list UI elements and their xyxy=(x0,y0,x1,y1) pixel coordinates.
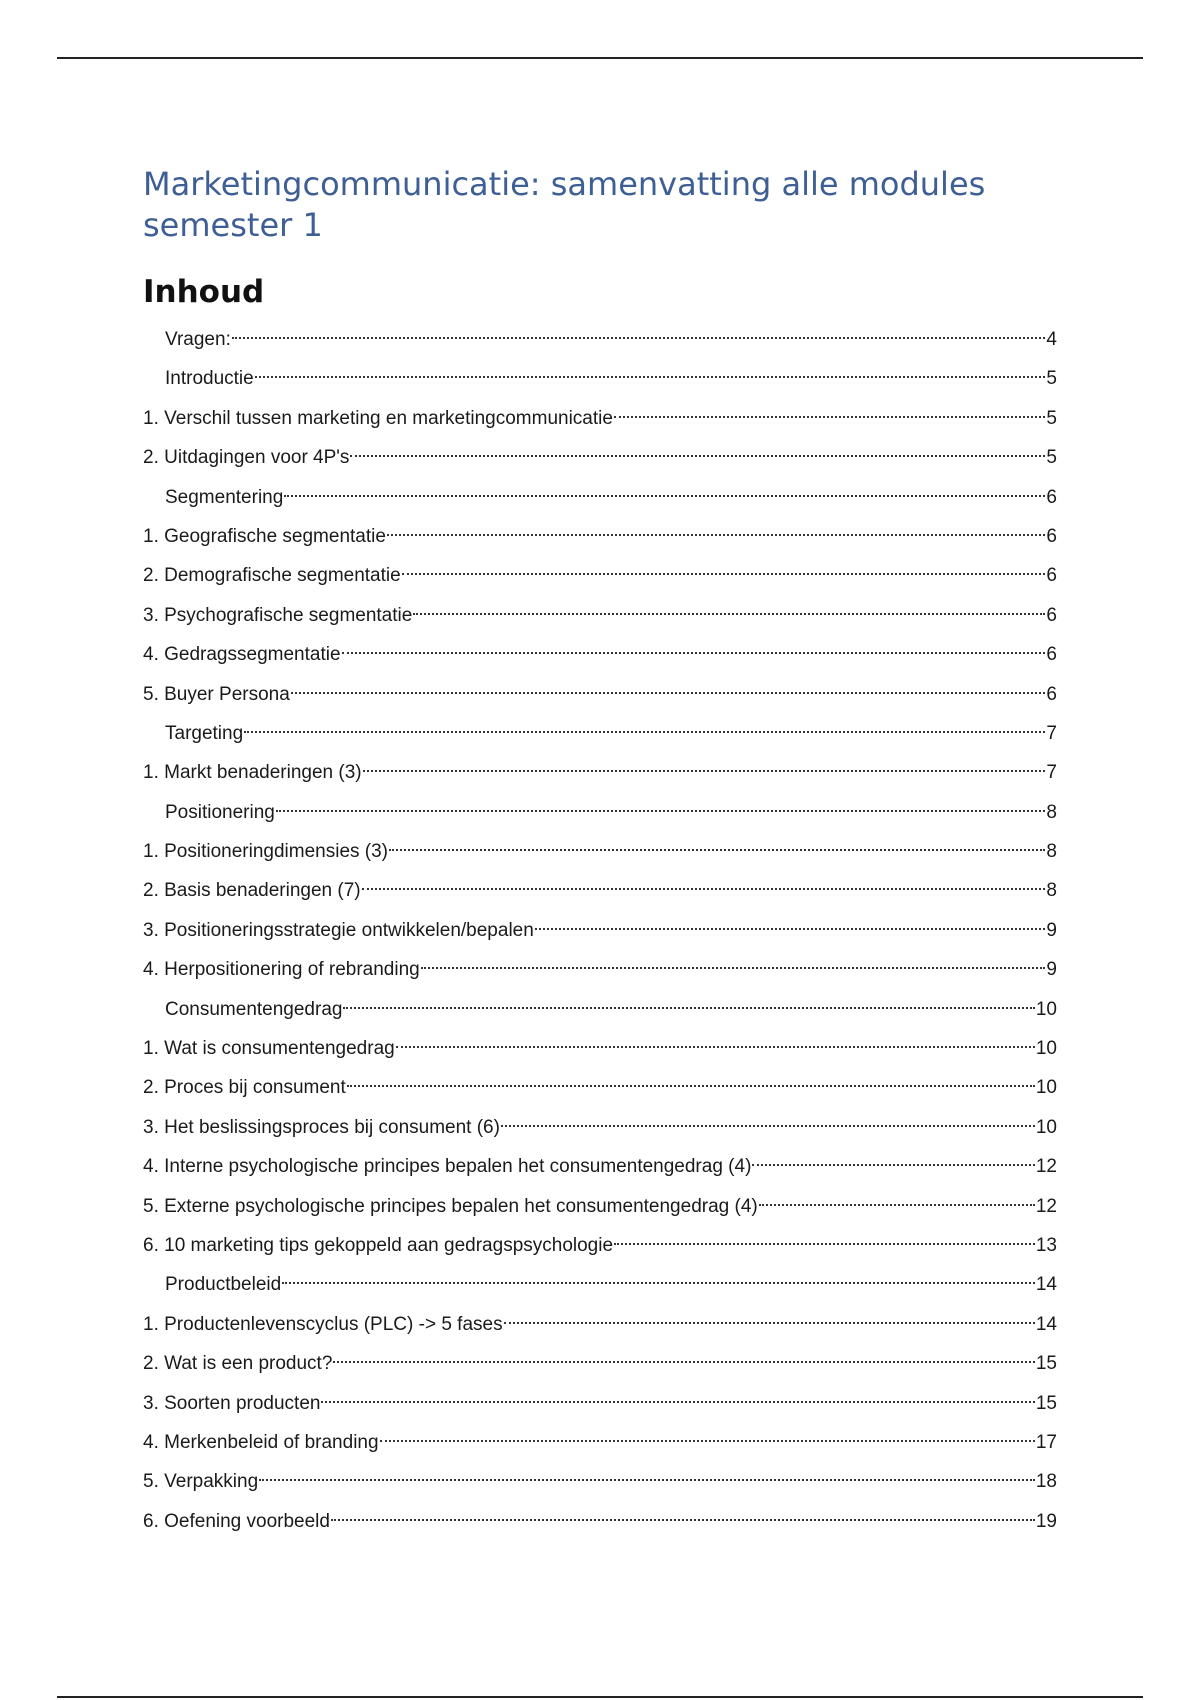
toc-entry-page-number: 6 xyxy=(1046,486,1057,508)
toc-entry-title: 6. Oefening voorbeeld xyxy=(143,1510,330,1532)
toc-entry-page-number: 6 xyxy=(1046,604,1057,626)
toc-dot-leader xyxy=(362,888,1046,890)
toc-entry-title: 3. Positioneringsstrategie ontwikkelen/bepalen xyxy=(143,919,534,941)
toc-entry-title: 3. Soorten producten xyxy=(143,1392,321,1414)
toc-dot-leader xyxy=(535,928,1046,930)
toc-entry-title: 2. Wat is een product? xyxy=(143,1353,333,1375)
toc-entry-title: 4. Gedragssegmentatie xyxy=(143,644,341,666)
toc-entry-title: 1. Verschil tussen marketing en marketingcommunicatie xyxy=(143,407,613,429)
toc-entry[interactable] xyxy=(143,990,1057,1029)
toc-entry-page-number: 12 xyxy=(1035,1195,1057,1217)
toc-entry[interactable] xyxy=(143,1029,1057,1068)
toc-entry[interactable] xyxy=(143,399,1057,438)
toc-entry[interactable] xyxy=(143,1068,1057,1107)
toc-dot-leader xyxy=(284,495,1045,497)
toc-entry[interactable] xyxy=(143,1462,1057,1501)
footer-rule xyxy=(57,1696,1143,1698)
toc-entry-title: 4. Herpositionering of rebranding xyxy=(143,959,420,981)
toc-entry[interactable] xyxy=(143,635,1057,674)
toc-dot-leader xyxy=(342,652,1046,654)
toc-entry-page-number: 15 xyxy=(1035,1353,1057,1375)
toc-entry-title: 2. Basis benaderingen (7) xyxy=(143,880,361,902)
toc-entry-title: Productbeleid xyxy=(165,1274,282,1296)
toc-entry-page-number: 10 xyxy=(1035,1077,1057,1099)
toc-entry-title: 2. Uitdagingen voor 4P's xyxy=(143,447,350,469)
toc-entry-page-number: 15 xyxy=(1035,1392,1057,1414)
toc-entry-page-number: 8 xyxy=(1046,880,1057,902)
toc-dot-leader xyxy=(614,416,1045,418)
toc-entry-page-number: 9 xyxy=(1046,919,1057,941)
toc-dot-leader xyxy=(343,1007,1034,1009)
toc-entry-page-number: 5 xyxy=(1046,368,1057,390)
toc-entry-page-number: 14 xyxy=(1035,1274,1057,1296)
toc-dot-leader xyxy=(331,1519,1035,1521)
toc-entry-title: Targeting xyxy=(165,722,244,744)
header-rule xyxy=(57,57,1143,59)
table-of-contents xyxy=(143,320,1057,1541)
toc-entry[interactable] xyxy=(143,793,1057,832)
toc-dot-leader xyxy=(501,1125,1035,1127)
toc-dot-leader xyxy=(614,1243,1035,1245)
toc-entry-title: Introductie xyxy=(165,368,254,390)
toc-entry[interactable] xyxy=(143,320,1057,359)
toc-entry[interactable] xyxy=(143,1384,1057,1423)
toc-entry-title: 1. Positioneringdimensies (3) xyxy=(143,841,389,863)
toc-dot-leader xyxy=(291,692,1046,694)
toc-entry[interactable] xyxy=(143,714,1057,753)
toc-entry-title: Positionering xyxy=(165,801,275,823)
toc-entry[interactable] xyxy=(143,1147,1057,1186)
toc-entry[interactable] xyxy=(143,675,1057,714)
toc-entry-page-number: 6 xyxy=(1046,683,1057,705)
toc-entry-page-number: 7 xyxy=(1046,722,1057,744)
toc-entry[interactable] xyxy=(143,517,1057,556)
toc-entry-title: Vragen: xyxy=(165,329,231,350)
toc-dot-leader xyxy=(347,1085,1035,1087)
toc-dot-leader xyxy=(421,967,1046,969)
toc-entry[interactable] xyxy=(143,438,1057,477)
toc-dot-leader xyxy=(752,1164,1034,1166)
toc-entry-page-number: 5 xyxy=(1046,447,1057,469)
toc-dot-leader xyxy=(389,849,1045,851)
toc-dot-leader xyxy=(255,376,1046,378)
toc-entry-title: 2. Proces bij consument xyxy=(143,1077,346,1099)
toc-entry-title: 3. Het beslissingsproces bij consument (6) xyxy=(143,1116,500,1138)
toc-entry-page-number: 14 xyxy=(1035,1313,1057,1335)
toc-entry[interactable] xyxy=(143,1226,1057,1265)
toc-entry-title: 1. Geografische segmentatie xyxy=(143,525,386,547)
toc-entry-page-number: 17 xyxy=(1035,1431,1057,1453)
toc-entry[interactable] xyxy=(143,911,1057,950)
toc-entry[interactable] xyxy=(143,871,1057,910)
toc-entry-page-number: 19 xyxy=(1035,1510,1057,1532)
toc-entry-page-number: 13 xyxy=(1035,1234,1057,1256)
toc-entry-page-number: 8 xyxy=(1046,801,1057,823)
toc-dot-leader xyxy=(232,337,1046,339)
toc-dot-leader xyxy=(333,1361,1034,1363)
toc-entry-page-number: 10 xyxy=(1035,1116,1057,1138)
toc-entry-title: Segmentering xyxy=(165,486,284,508)
toc-entry[interactable] xyxy=(143,359,1057,398)
toc-dot-leader xyxy=(363,770,1046,772)
toc-dot-leader xyxy=(259,1479,1035,1481)
toc-entry-title: 1. Wat is consumentengedrag xyxy=(143,1038,395,1060)
toc-entry-title: 5. Buyer Persona xyxy=(143,683,290,705)
toc-entry-title: 2. Demografische segmentatie xyxy=(143,565,401,587)
document-title: Marketingcommunicatie: samenvatting alle modules semester 1 xyxy=(143,165,986,244)
toc-entry-title: 4. Interne psychologische principes bepalen het consumentengedrag (4) xyxy=(143,1156,752,1178)
toc-dot-leader xyxy=(759,1204,1035,1206)
toc-dot-leader xyxy=(276,810,1046,812)
toc-dot-leader xyxy=(396,1046,1035,1048)
toc-entry-page-number: 12 xyxy=(1035,1156,1057,1178)
toc-entry-title: 4. Merkenbeleid of branding xyxy=(143,1431,379,1453)
toc-entry[interactable] xyxy=(143,1423,1057,1462)
toc-dot-leader xyxy=(282,1282,1035,1284)
toc-entry-page-number: 18 xyxy=(1035,1471,1057,1493)
toc-dot-leader xyxy=(413,613,1045,615)
toc-entry-title: Consumentengedrag xyxy=(165,998,343,1020)
toc-entry-title: 3. Psychografische segmentatie xyxy=(143,604,413,626)
toc-entry[interactable] xyxy=(143,478,1057,517)
toc-entry[interactable] xyxy=(143,1502,1057,1541)
toc-dot-leader xyxy=(244,731,1045,733)
toc-entry-title: 5. Externe psychologische principes bepalen het consumentengedrag (4) xyxy=(143,1195,758,1217)
toc-entry-page-number: 5 xyxy=(1046,407,1057,429)
toc-entry[interactable] xyxy=(143,832,1057,871)
toc-dot-leader xyxy=(350,455,1045,457)
toc-entry-page-number: 6 xyxy=(1046,565,1057,587)
toc-dot-leader xyxy=(380,1440,1035,1442)
toc-entry[interactable] xyxy=(143,1108,1057,1147)
toc-dot-leader xyxy=(402,573,1046,575)
toc-entry[interactable] xyxy=(143,1344,1057,1383)
toc-entry-title: 1. Productenlevenscyclus (PLC) -> 5 fases xyxy=(143,1313,503,1335)
toc-entry-page-number: 10 xyxy=(1035,998,1057,1020)
toc-entry-title: 6. 10 marketing tips gekoppeld aan gedragspsychologie xyxy=(143,1234,614,1256)
toc-entry-page-number: 6 xyxy=(1046,644,1057,666)
toc-entry[interactable] xyxy=(143,950,1057,989)
toc-entry-title: 5. Verpakking xyxy=(143,1471,259,1493)
toc-entry-page-number: 9 xyxy=(1046,959,1057,981)
toc-entry[interactable] xyxy=(143,753,1057,792)
toc-dot-leader xyxy=(387,534,1046,536)
toc-dot-leader xyxy=(504,1322,1035,1324)
toc-entry[interactable] xyxy=(143,1187,1057,1226)
toc-entry-page-number: 10 xyxy=(1035,1038,1057,1060)
toc-entry[interactable] xyxy=(143,1265,1057,1304)
toc-entry-page-number: 4 xyxy=(1046,329,1057,350)
toc-entry-page-number: 7 xyxy=(1046,762,1057,784)
toc-heading: Inhoud xyxy=(143,274,265,310)
toc-entry[interactable] xyxy=(143,1305,1057,1344)
toc-entry-page-number: 8 xyxy=(1046,841,1057,863)
toc-entry[interactable] xyxy=(143,596,1057,635)
toc-entry[interactable] xyxy=(143,556,1057,595)
toc-entry-title: 1. Markt benaderingen (3) xyxy=(143,762,362,784)
toc-entry-page-number: 6 xyxy=(1046,525,1057,547)
toc-dot-leader xyxy=(321,1401,1034,1403)
